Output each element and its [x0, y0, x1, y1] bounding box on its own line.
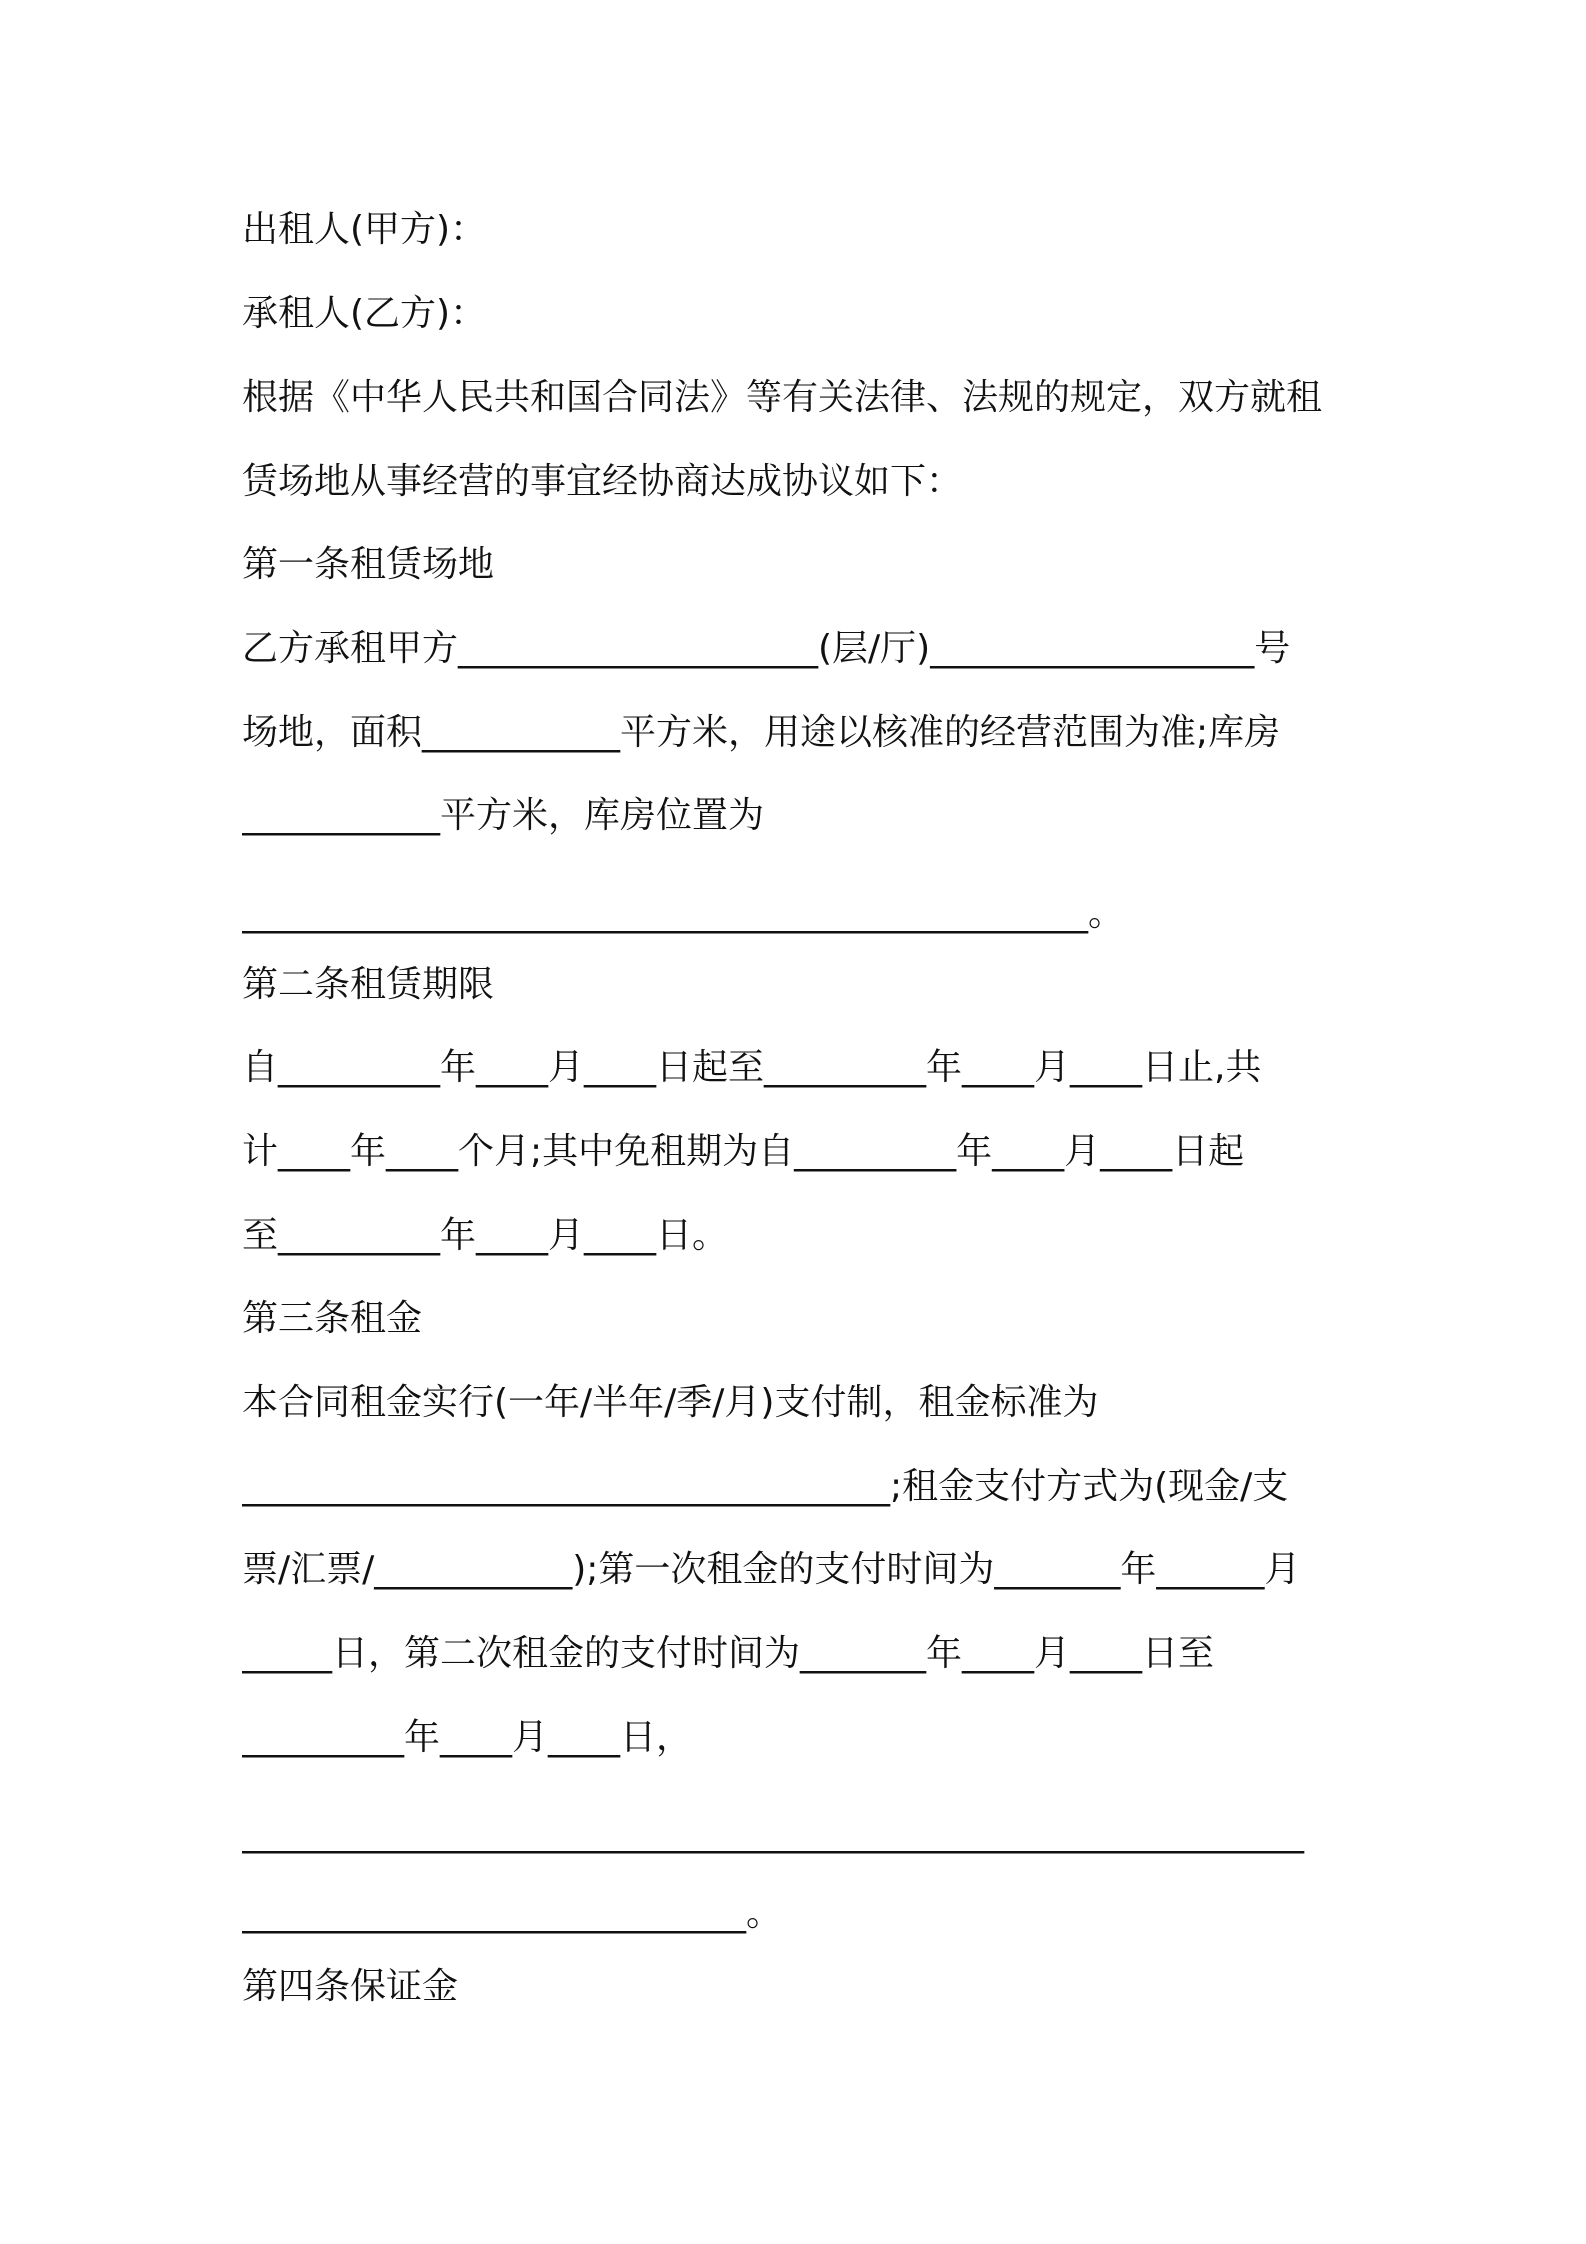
- preamble-line-2: 赁场地从事经营的事宜经协商达成协议如下：: [242, 461, 963, 502]
- article-3-line-1: 本合同租金实行(一年/半年/季/月)支付制，租金标准为: [242, 1382, 1099, 1423]
- article-4-heading: 第四条保证金: [242, 1966, 459, 2007]
- article-2-line-2: 计____年____个月;其中免租期为自_________年____月____日起: [242, 1131, 1245, 1172]
- article-3-line-3: 票/汇票/___________);第一次租金的支付时间为_______年______月: [242, 1549, 1301, 1590]
- article-1-line-4: _______________________________________________。: [242, 893, 1124, 934]
- article-3-line-4: _____日，第二次租金的支付时间为_______年____月____日至: [242, 1633, 1215, 1674]
- lessor-line: 出租人(甲方)：: [242, 209, 487, 250]
- lessee-line: 承租人(乙方)：: [242, 293, 487, 334]
- article-1-line-3: ___________平方米，库房位置为: [242, 795, 765, 836]
- article-3-heading: 第三条租金: [242, 1298, 423, 1339]
- article-2-heading: 第二条租赁期限: [242, 964, 495, 1005]
- article-1-heading: 第一条租赁场地: [242, 544, 495, 585]
- article-3-line-2: ____________________________________;租金支付方式为(现金/支: [242, 1466, 1289, 1507]
- article-1-line-2: 场地，面积___________平方米，用途以核准的经营范围为准;库房: [242, 712, 1281, 753]
- article-3-line-5: _________年____月____日，: [242, 1717, 693, 1758]
- article-2-line-1: 自_________年____月____日起至_________年____月____日止,共: [242, 1047, 1262, 1088]
- article-3-line-6: ___________________________________________________________: [242, 1813, 1304, 1854]
- preamble-line-1: 根据《中华人民共和国合同法》等有关法律、法规的规定，双方就租: [242, 377, 1323, 418]
- article-2-line-3: 至_________年____月____日。: [242, 1215, 729, 1256]
- article-3-line-7: ____________________________。: [242, 1893, 782, 1934]
- article-1-line-1: 乙方承租甲方____________________(层/厅)__________________号: [242, 628, 1291, 669]
